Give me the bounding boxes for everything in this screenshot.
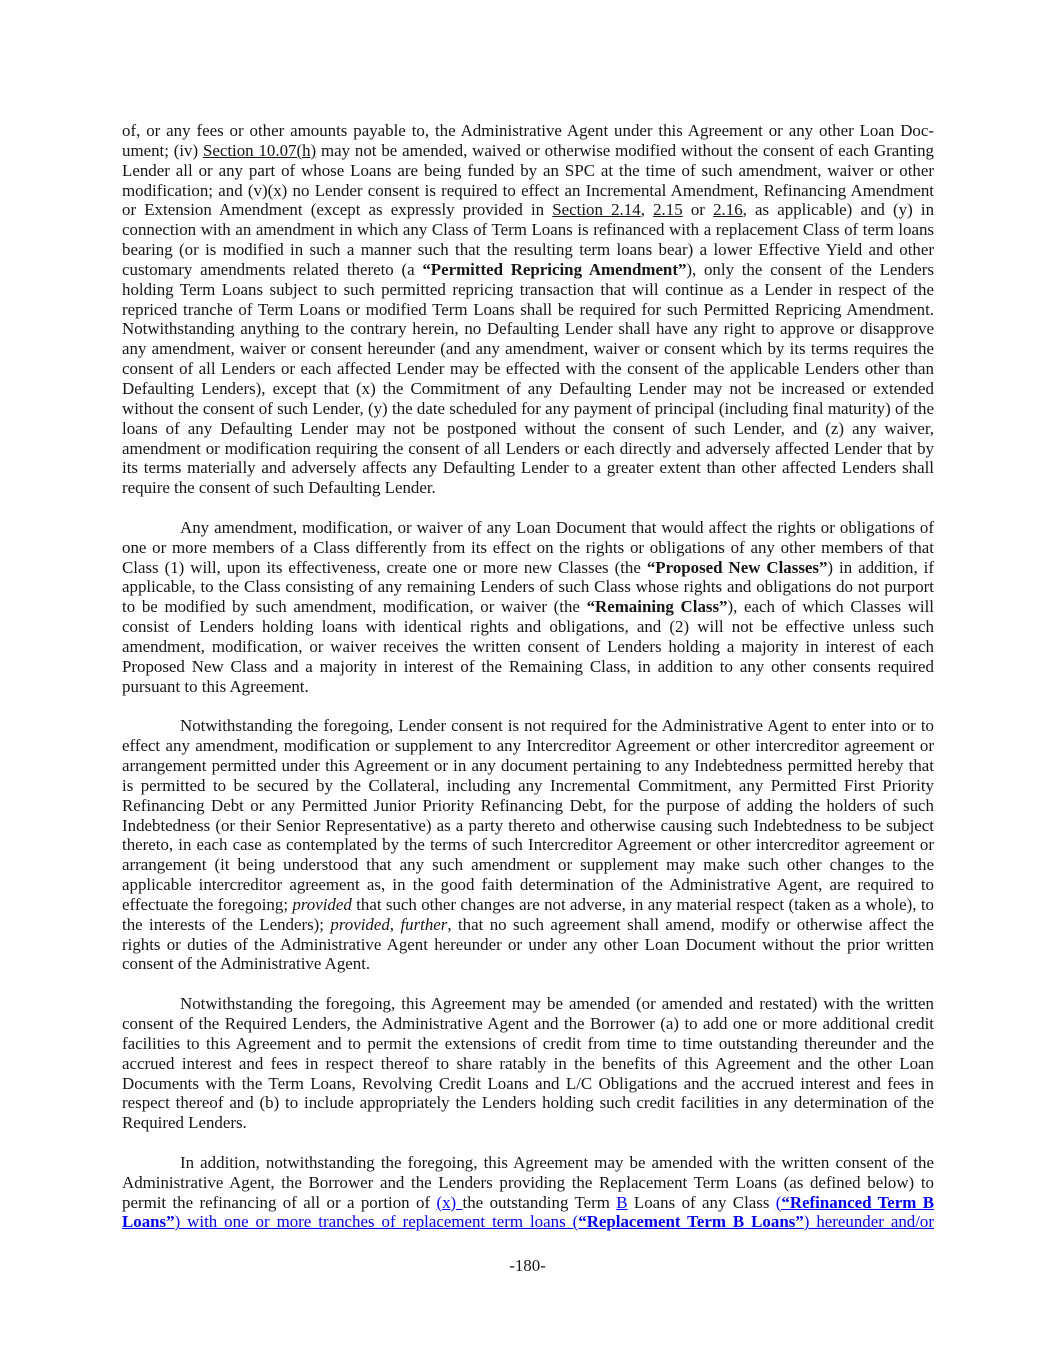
- inserted-text: (x): [436, 1192, 463, 1212]
- text-run: Notwithstanding the foregoing, Lender consent is not required for the Administrative Agent to enter into or to effect any amendment, modification or supplement to any Intercreditor Agreement or other intercreditor agreement or arrangement permitted under this Agreement or in any document pertaining to any Indebtedness permitted hereby that is permitted to be secured by the Collateral, including any Incremental Commitment, any Permitted First Priority Refinancing Debt or any Permitted Junior Priority Refinancing Debt, for the purpose of adding the holders of such Indebtedness (or their Senior Representative) as a party thereto and otherwise causing such Indebtedness to be subject thereto, in each case as contemplated by the terms of such Intercreditor Agreement or other intercreditor agreement or arrangement (it being understood that any such amendment or supplement may make such other changes to the applicable intercreditor agreement as, in the good faith determination of the Administrative Agent, are required to effectuate the foregoing;: [122, 716, 934, 914]
- text-run: ), each of which Classes will consist of Lenders holding loans with identical rights and obligations, and (2) will not be effective unless such amendment, modification, or waiver receives the written consent of Lenders holding a majority in interest of each Proposed New Class and a majority in interest of the Remaining Class, in addition to any other consents required pursuant to this Agreement.: [122, 597, 934, 696]
- paragraph: [122, 121, 934, 498]
- text-run: “Remaining Class”: [586, 597, 728, 617]
- text-run: ,: [640, 200, 654, 220]
- inserted-text: B: [616, 1192, 628, 1212]
- text-run: , that no such agreement shall amend, modify or otherwise affect the rights or duties of the Administrative Agent hereunder or under any other Loan Document without the prior written consent of the Administrative Agent.: [122, 914, 934, 974]
- text-run: may not be amended, waived or otherwise modified without the consent of each Granting Lender all or any part of whose Loans are being funded by an SPC at the time of such amendment, waiver or other modification; and (v)(x) no Lender consent is required to effect an Incremental Amendment, Refinancing Amendment or Extension Amendment (except as expressly provided in: [122, 140, 934, 220]
- paragraph: [122, 716, 934, 974]
- paragraph: [122, 518, 934, 697]
- text-run: ,: [389, 914, 401, 934]
- inserted-text: ) with one or more tranches of replacement term loans (: [174, 1212, 579, 1232]
- text-run: provided: [330, 914, 390, 934]
- text-run: , as applicable) and (y) in connection with an amendment in which any Class of Term Loans is refinanced with a replacement Class of term loans bearing (or is modified in such a manner such that the resulting term loans bear) a lower Effective Yield and other customary amendments related thereto (a: [122, 200, 935, 279]
- text-run: Loans of any Class: [627, 1192, 776, 1212]
- text-run: provided: [292, 894, 352, 914]
- text-run: that such other changes are not adverse, in any material respect (taken as a whole), to the interests of the Lenders);: [122, 894, 934, 934]
- text-run: of, or any fees or other amounts payable to, the Administrative Agent under this Agreement or any other Loan Document; (iv): [122, 121, 934, 160]
- paragraph: [122, 1153, 934, 1232]
- text-run: ) in addition, if applicable, to the Class consisting of any remaining Lenders of such Class whose rights and obligations do not purport to be modified by such amendment, modification, or waiver (the: [122, 557, 934, 617]
- section-reference: 2.16: [713, 200, 743, 220]
- section-reference: Section 10.07(h): [202, 140, 317, 160]
- inserted-text: ) hereunder and/or: [803, 1212, 934, 1232]
- inserted-text: (: [775, 1192, 782, 1212]
- text-run: or: [682, 200, 714, 220]
- inserted-text: “Replacement Term B Loans”: [578, 1212, 804, 1232]
- page-number: -180-: [509, 1256, 546, 1275]
- section-reference: Section 2.14: [552, 200, 641, 220]
- text-run: In addition, notwithstanding the foregoing, this Agreement may be amended with the written consent of the Administrative Agent, the Borrower and the Lenders providing the Replacement Term Loans (as defined below) to permit the refinancing of all or a portion of: [122, 1152, 934, 1212]
- text-run: further: [400, 914, 448, 934]
- text-run: ), only the consent of the Lenders holding Term Loans subject to such permitted repricing transaction that will continue as a Lender in respect of the repriced tranche of Term Loans or modified Term Loans shall be required for such Permitted Repricing Amendment. Notwithstanding anything to the contrary herein, no Defaulting Lender shall have any right to approve or disapprove any amendment, waiver or consent hereunder (and any amendment, waiver or consent which by its terms requires the consent of all Lenders or each affected Lender may be effected with the consent of the applicable Lenders other than Defaulting Lenders), except that (x) the Commitment of any Defaulting Lender may not be increased or extended without the consent of such Lender, (y) the date scheduled for any payment of principal (including final maturity) of the loans of any Defaulting Lender may not be postponed without the consent of such Lender, and (z) any waiver, amendment or modification requiring the consent of all Lenders or each directly and adversely affected Lender that by its terms materially and adversely affects any Defaulting Lender to a greater extent than other affected Lenders shall require the consent of such Defaulting Lender.: [122, 259, 934, 498]
- text-run: the outstanding Term: [462, 1192, 617, 1212]
- inserted-text: “Refinanced Term B Loans”: [122, 1192, 935, 1232]
- text-run: “Permitted Repricing Amendment”: [422, 259, 687, 279]
- text-run: Notwithstanding the foregoing, this Agreement may be amended (or amended and restated) with the written consent of the Required Lenders, the Administrative Agent and the Borrower (a) to add one or more additional credit facilities to this Agreement and to permit the extensions of credit from time to time outstanding thereunder and the accrued interest and fees in respect thereof to share ratably in the benefits of this Agreement and the other Loan Documents with the Term Loans, Revolving Credit Loans and L/C Obligations and the accrued interest and fees in respect thereof and (b) to include appropriately the Lenders holding such credit facilities in any determination of the Required Lenders.: [122, 994, 934, 1133]
- paragraph: [122, 994, 934, 1133]
- text-run: “Proposed New Classes”: [646, 557, 828, 577]
- section-reference: 2.15: [653, 200, 683, 220]
- document-body: [122, 121, 934, 1252]
- text-run: Any amendment, modification, or waiver of any Loan Document that would affect the rights or obligations of one or more members of a Class differently from its effect on the rights or obligations of any other members of that Class (1) will, upon its effectiveness, create one or more new Classes (the: [122, 517, 934, 577]
